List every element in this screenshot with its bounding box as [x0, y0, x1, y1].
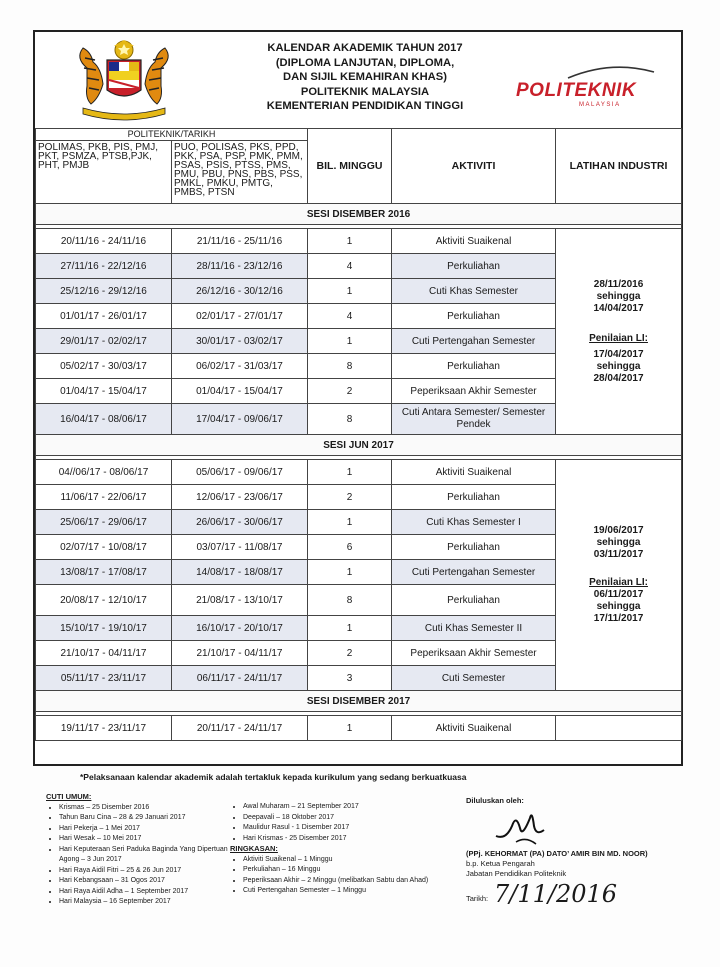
date-range-b: 20/11/17 - 24/11/17	[172, 716, 308, 741]
list-item: • Aktiviti Suaikenal – 1 Minggu	[243, 855, 440, 866]
week-count: 1	[308, 279, 392, 304]
date-range-a: 25/06/17 - 29/06/17	[36, 510, 172, 535]
penilaian-li-label: Penilaian LI:	[589, 577, 648, 588]
date-range-a: 21/10/17 - 04/11/17	[36, 641, 172, 666]
session-title: SESI DISEMBER 2017	[36, 691, 682, 712]
date-range-b: 16/10/17 - 20/10/17	[172, 616, 308, 641]
week-count: 1	[308, 229, 392, 254]
activity: Cuti Pertengahan Semester	[392, 329, 556, 354]
date-range-a: 27/11/16 - 22/12/16	[36, 254, 172, 279]
date-range-a: 04//06/17 - 08/06/17	[36, 460, 172, 485]
activity: Perkuliahan	[392, 535, 556, 560]
activity: Perkuliahan	[392, 254, 556, 279]
date-range-b: 05/06/17 - 09/06/17	[172, 460, 308, 485]
list-item: • Hari Malaysia – 16 September 2017	[59, 897, 236, 908]
week-count: 4	[308, 254, 392, 279]
penilaian-end: 28/04/2017	[593, 372, 644, 384]
col-header-group-b: PUO, POLISAS, PKS, PPD, PKK, PSA, PSP, PMK, PMM, PSAS, PSIS, PTSS, PMS, PMU, PBU, PNS, PBS, PSS, PMKL, PMKU, PMTG, PMBS, PTSN	[172, 141, 308, 204]
activity: Cuti Khas Semester II	[392, 616, 556, 641]
approver-name: (PPj. KEHORMAT (PA) DATO’ AMIR BIN MD. NOOR)	[466, 849, 648, 858]
title-line-4: POLITEKNIK MALAYSIA	[300, 85, 430, 98]
week-count: 4	[308, 304, 392, 329]
li-start: 28/11/2016	[593, 278, 644, 290]
week-count: 1	[308, 460, 392, 485]
date-range-b: 26/12/16 - 30/12/16	[172, 279, 308, 304]
week-count: 2	[308, 641, 392, 666]
date-range-a: 05/11/17 - 23/11/17	[36, 666, 172, 691]
li-until: sehingga	[596, 290, 641, 302]
activity: Perkuliahan	[392, 485, 556, 510]
activity: Aktiviti Suaikenal	[392, 229, 556, 254]
week-count: 1	[308, 329, 392, 354]
list-item: • Awal Muharam – 21 September 2017	[243, 802, 440, 813]
list-item: • Peperiksaan Akhir – 2 Minggu (melibatkan Sabtu dan Ahad)	[243, 876, 440, 887]
col-header-group-a: POLIMAS, PKB, PIS, PMJ, PKT, PSMZA, PTSB,PJK, PHT, PMJB	[36, 141, 172, 204]
activity: Cuti Khas Semester	[392, 279, 556, 304]
footnote: *Pelaksanaan kalendar akademik adalah tertakluk kepada kurikulum yang sedang berkuatkuasa	[80, 772, 467, 782]
date-range-b: 12/06/17 - 23/06/17	[172, 485, 308, 510]
date-range-b: 06/02/17 - 31/03/17	[172, 354, 308, 379]
politeknik-logo	[511, 72, 661, 112]
date-range-b: 01/04/17 - 15/04/17	[172, 379, 308, 404]
date-range-a: 02/07/17 - 10/08/17	[36, 535, 172, 560]
date-range-a: 16/04/17 - 08/06/17	[36, 404, 172, 435]
date-range-b: 03/07/17 - 11/08/17	[172, 535, 308, 560]
penilaian-until: sehingga	[596, 360, 641, 372]
latihan-industri-cell	[556, 716, 682, 741]
list-item: • Maulidur Rasul - 1 Disember 2017	[243, 823, 440, 834]
week-count: 2	[308, 485, 392, 510]
activity: Perkuliahan	[392, 304, 556, 329]
week-count: 6	[308, 535, 392, 560]
activity: Peperiksaan Akhir Semester	[392, 379, 556, 404]
approver-line-3: Jabatan Pendidikan Politeknik	[466, 869, 567, 878]
penilaian-li-label: Penilaian LI:	[589, 332, 648, 344]
date-range-a: 13/08/17 - 17/08/17	[36, 560, 172, 585]
list-item: • Cuti Pertengahan Semester – 1 Minggu	[243, 886, 440, 897]
table-row	[36, 229, 682, 254]
cuti-umum-list-2	[230, 802, 440, 897]
date-range-b: 26/06/17 - 30/06/17	[172, 510, 308, 535]
title-line-5: KEMENTERIAN PENDIDIKAN TINGGI	[266, 100, 464, 112]
table-row	[36, 716, 682, 741]
logo-swoosh-icon	[566, 64, 656, 80]
list-item: • Hari Kebangsaan – 31 Ogos 2017	[59, 876, 236, 887]
penilaian-start: 06/11/2017	[593, 589, 644, 600]
activity: Perkuliahan	[392, 354, 556, 379]
signature-icon	[486, 806, 566, 846]
li-end: 14/04/2017	[593, 302, 644, 314]
activity: Cuti Semester	[392, 666, 556, 691]
approver-line-2: b.p. Ketua Pengarah	[466, 859, 535, 868]
date-range-b: 21/11/16 - 25/11/16	[172, 229, 308, 254]
malaysia-crest-icon	[65, 38, 183, 122]
latihan-industri-cell	[556, 229, 682, 435]
title-line-2: (DIPLOMA LANJUTAN, DIPLOMA,	[275, 56, 455, 69]
date-range-a: 20/11/16 - 24/11/16	[36, 229, 172, 254]
week-count: 1	[308, 616, 392, 641]
date-range-a: 05/02/17 - 30/03/17	[36, 354, 172, 379]
list-item: • Hari Raya Aidil Adha – 1 September 2017	[59, 887, 236, 898]
calendar-sheet	[33, 30, 683, 766]
calendar-header	[35, 32, 681, 129]
logo-subtext: MALAYSIA	[579, 102, 621, 108]
activity: Perkuliahan	[392, 585, 556, 616]
cuti-umum-list	[46, 792, 236, 908]
penilaian-until: sehingga	[596, 601, 641, 612]
week-count: 1	[308, 716, 392, 741]
date-range-a: 20/08/17 - 12/10/17	[36, 585, 172, 616]
date-range-a: 25/12/16 - 29/12/16	[36, 279, 172, 304]
title-line-1: KALENDAR AKADEMIK TAHUN 2017	[267, 42, 463, 54]
col-header-bil-minggu: BIL. MINGGU	[308, 129, 392, 204]
table-row	[36, 460, 682, 485]
activity: Cuti Khas Semester I	[392, 510, 556, 535]
session-title: SESI DISEMBER 2016	[36, 204, 682, 225]
date-range-b: 28/11/16 - 23/12/16	[172, 254, 308, 279]
ringkasan-title: RINGKASAN:	[230, 844, 278, 853]
calendar-title	[215, 41, 515, 114]
col-header-aktiviti: AKTIVITI	[392, 129, 556, 204]
week-count: 8	[308, 404, 392, 435]
session-title: SESI JUN 2017	[36, 435, 682, 456]
week-count: 1	[308, 560, 392, 585]
approval-block	[466, 796, 648, 879]
approval-label: Diluluskan oleh:	[466, 796, 524, 805]
date-range-a: 01/04/17 - 15/04/17	[36, 379, 172, 404]
date-range-a: 11/06/17 - 22/06/17	[36, 485, 172, 510]
col-header-politeknik-tarikh: POLITEKNIK/TARIKH	[36, 129, 308, 141]
logo-text: POLITEKNIK	[516, 80, 637, 101]
list-item: • Hari Keputeraan Seri Paduka Baginda Yang Dipertuan Agong – 3 Jun 2017	[59, 845, 236, 866]
penilaian-end: 17/11/2017	[593, 613, 644, 624]
list-item: • Hari Raya Aidil Fitri – 25 & 26 Jun 2017	[59, 866, 236, 877]
list-item: • Perkuliahan – 16 Minggu	[243, 865, 440, 876]
list-item: • Hari Wesak – 10 Mei 2017	[59, 834, 236, 845]
date-range-a: 15/10/17 - 19/10/17	[36, 616, 172, 641]
week-count: 8	[308, 354, 392, 379]
date-range-b: 14/08/17 - 18/08/17	[172, 560, 308, 585]
activity: Peperiksaan Akhir Semester	[392, 641, 556, 666]
list-item: • Deepavali – 18 Oktober 2017	[243, 813, 440, 824]
date-range-b: 21/08/17 - 13/10/17	[172, 585, 308, 616]
week-count: 8	[308, 585, 392, 616]
list-item: • Tahun Baru Cina – 28 & 29 Januari 2017	[59, 813, 236, 824]
cuti-umum-title: CUTI UMUM:	[46, 792, 92, 801]
week-count: 1	[308, 510, 392, 535]
li-start: 19/06/2017	[593, 525, 644, 536]
activity: Aktiviti Suaikenal	[392, 460, 556, 485]
list-item: • Hari Pekerja – 1 Mei 2017	[59, 824, 236, 835]
title-line-3: DAN SIJIL KEMAHIRAN KHAS)	[283, 71, 447, 83]
activity: Cuti Pertengahan Semester	[392, 560, 556, 585]
list-item: • Hari Krismas - 25 Disember 2017	[243, 834, 440, 845]
col-header-latihan-industri: LATIHAN INDUSTRI	[556, 129, 682, 204]
date-range-b: 06/11/17 - 24/11/17	[172, 666, 308, 691]
latihan-industri-cell	[556, 460, 682, 691]
calendar-table	[35, 128, 682, 741]
date-range-b: 21/10/17 - 04/11/17	[172, 641, 308, 666]
penilaian-start: 17/04/2017	[593, 348, 644, 360]
list-item: • Krismas – 25 Disember 2016	[59, 803, 236, 814]
tarikh-value: 7/11/2016	[494, 880, 618, 908]
li-until: sehingga	[596, 537, 641, 548]
tarikh-label: Tarikh:	[466, 894, 489, 903]
date-range-b: 30/01/17 - 03/02/17	[172, 329, 308, 354]
li-end: 03/11/2017	[593, 549, 644, 560]
date-range-b: 17/04/17 - 09/06/17	[172, 404, 308, 435]
activity: Aktiviti Suaikenal	[392, 716, 556, 741]
date-range-a: 19/11/17 - 23/11/17	[36, 716, 172, 741]
date-range-a: 29/01/17 - 02/02/17	[36, 329, 172, 354]
week-count: 2	[308, 379, 392, 404]
activity: Cuti Antara Semester/ Semester Pendek	[392, 404, 556, 435]
date-range-a: 01/01/17 - 26/01/17	[36, 304, 172, 329]
date-range-b: 02/01/17 - 27/01/17	[172, 304, 308, 329]
week-count: 3	[308, 666, 392, 691]
